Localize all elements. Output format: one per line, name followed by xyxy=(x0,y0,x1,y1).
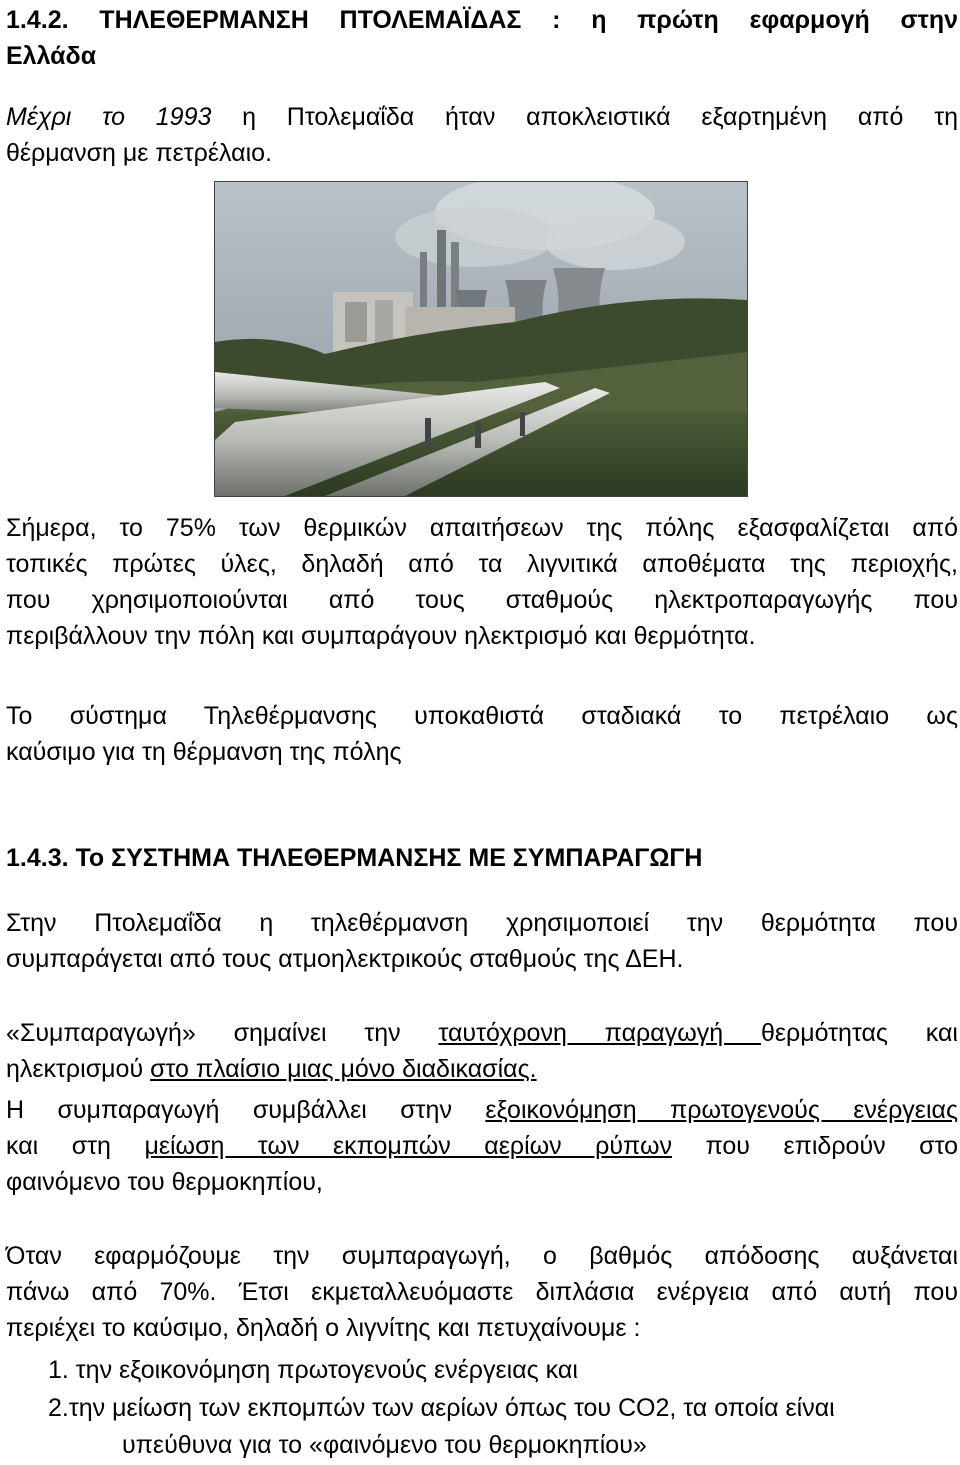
dei-line: Στην Πτολεμαΐδα η τηλεθέρμανση χρησιμοποιεί την θερμότητα που xyxy=(6,909,958,937)
intro-line-2: θέρμανση με πετρέλαιο. xyxy=(6,139,273,167)
intro-paragraph xyxy=(6,99,958,171)
intro-line-1-rest: η Πτολεμαΐδα ήταν αποκλειστικά εξαρτημένη από τη xyxy=(211,103,958,131)
benefits-paragraph xyxy=(6,1092,958,1200)
para2-line: καύσιμο για τη θέρμανση της πόλης xyxy=(6,738,402,766)
benefit-text: και στη xyxy=(6,1132,145,1160)
definition-text: ηλεκτρισμού xyxy=(6,1055,151,1083)
benefits-line-1 xyxy=(6,1092,958,1128)
benefit-text: που επιδρούν στο xyxy=(671,1132,958,1160)
efficiency-line: πάνω από 70%. Έτσι εκμεταλλευόμαστε διπλάσια ενέργεια από αυτή που xyxy=(6,1278,958,1306)
para1-line: Σήμερα, το 75% των θερμικών απαιτήσεων της πόλης εξασφαλίζεται από xyxy=(6,514,958,542)
efficiency-line: Όταν εφαρμόζουμε την συμπαραγωγή, ο βαθμός απόδοσης αυξάνεται xyxy=(6,1242,958,1270)
definition-line-2 xyxy=(6,1055,537,1083)
section-142-heading xyxy=(6,2,958,74)
definition-underlined: ταυτόχρονη παραγωγή xyxy=(438,1019,761,1047)
efficiency-line: περιέχει το καύσιμο, δηλαδή ο λιγνίτης και πετυχαίνουμε : xyxy=(6,1314,641,1342)
definition-underlined: στο πλαίσιο μιας μόνο διαδικασίας. xyxy=(150,1055,537,1083)
efficiency-paragraph xyxy=(6,1238,958,1346)
intro-line-1 xyxy=(6,99,958,135)
para1-line: τοπικές πρώτες ύλες, δηλαδή από τα λιγνιτικά αποθέματα της περιοχής, xyxy=(6,550,958,578)
para1-line: που χρησιμοποιούνται από τους σταθμούς ηλεκτροπαραγωγής που xyxy=(6,586,958,614)
list-item-2-continued: υπεύθυνα για το «φαινόμενο του θερμοκηπίου» xyxy=(122,1431,647,1459)
definition-text: θερμότητας και xyxy=(760,1019,958,1047)
definition-line-1 xyxy=(6,1015,958,1051)
benefit-underlined: εξοικονόμηση πρωτογενούς ενέργειας xyxy=(485,1096,958,1124)
benefits-line-3: φαινόμενο του θερμοκηπίου, xyxy=(6,1168,323,1196)
power-plant-photo xyxy=(214,181,748,497)
benefit-text: Η συμπαραγωγή συμβάλλει στην xyxy=(6,1096,486,1124)
substitution-paragraph xyxy=(6,698,958,770)
heading-line-2: Ελλάδα xyxy=(6,42,97,70)
benefit-underlined: μείωση των εκπομπών αερίων ρύπων xyxy=(144,1132,672,1160)
dei-paragraph xyxy=(6,905,958,977)
list-item-1: 1. την εξοικονόμηση πρωτογενούς ενέργειας και xyxy=(48,1356,578,1384)
heading-line-1: 1.4.2. ΤΗΛΕΘΕΡΜΑΝΣΗ ΠΤΟΛΕΜΑΪΔΑΣ : η πρώτη εφαρμογή στην xyxy=(6,6,958,34)
intro-italic: Μέχρι το 1993 xyxy=(6,103,212,131)
heat-demand-paragraph xyxy=(6,510,958,654)
section-143-heading: 1.4.3. Το ΣΥΣΤΗΜΑ ΤΗΛΕΘΕΡΜΑΝΣΗΣ ΜΕ ΣΥΜΠΑΡΑΓΩΓΗ xyxy=(6,844,703,872)
dei-line: συμπαράγεται από τους ατμοηλεκτρικούς σταθμούς της ΔΕΗ. xyxy=(6,945,684,973)
benefits-line-2 xyxy=(6,1128,958,1164)
para1-line: περιβάλλουν την πόλη και συμπαράγουν ηλεκτρισμό και θερμότητα. xyxy=(6,622,756,650)
definition-text: «Συμπαραγωγή» σημαίνει την xyxy=(6,1019,439,1047)
cogeneration-definition xyxy=(6,1015,958,1087)
list-item-2: 2.την μείωση των εκπομπών των αερίων όπως του CO2, τα οποία είναι xyxy=(48,1394,835,1422)
para2-line: Το σύστημα Τηλεθέρμανσης υποκαθιστά σταδιακά το πετρέλαιο ως xyxy=(6,702,958,730)
